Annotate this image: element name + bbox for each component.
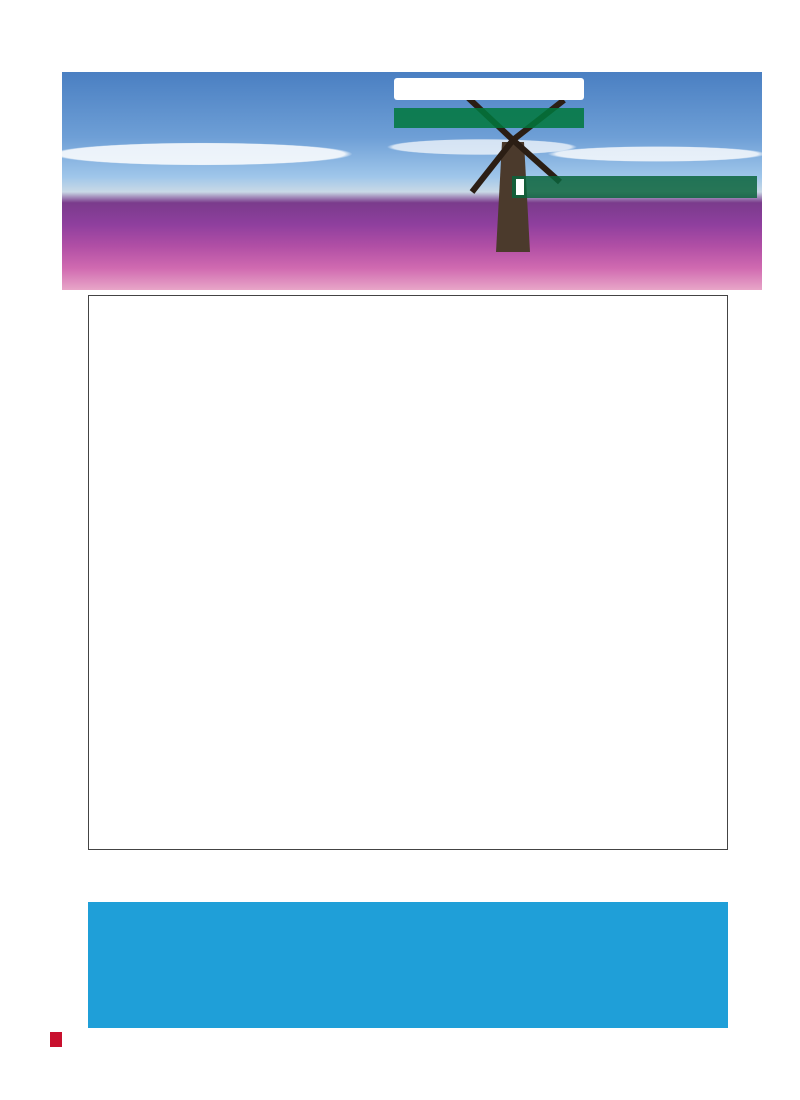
expo-partner [512,176,757,198]
edition-tag [50,1032,62,1047]
expo-logo [516,179,524,195]
contact-table [88,902,728,1028]
product-table [88,295,728,850]
company-list [537,76,757,84]
brand-dept [394,108,584,128]
page-headline [62,248,762,292]
page-footer [34,1028,774,1050]
top-bar [0,42,800,72]
